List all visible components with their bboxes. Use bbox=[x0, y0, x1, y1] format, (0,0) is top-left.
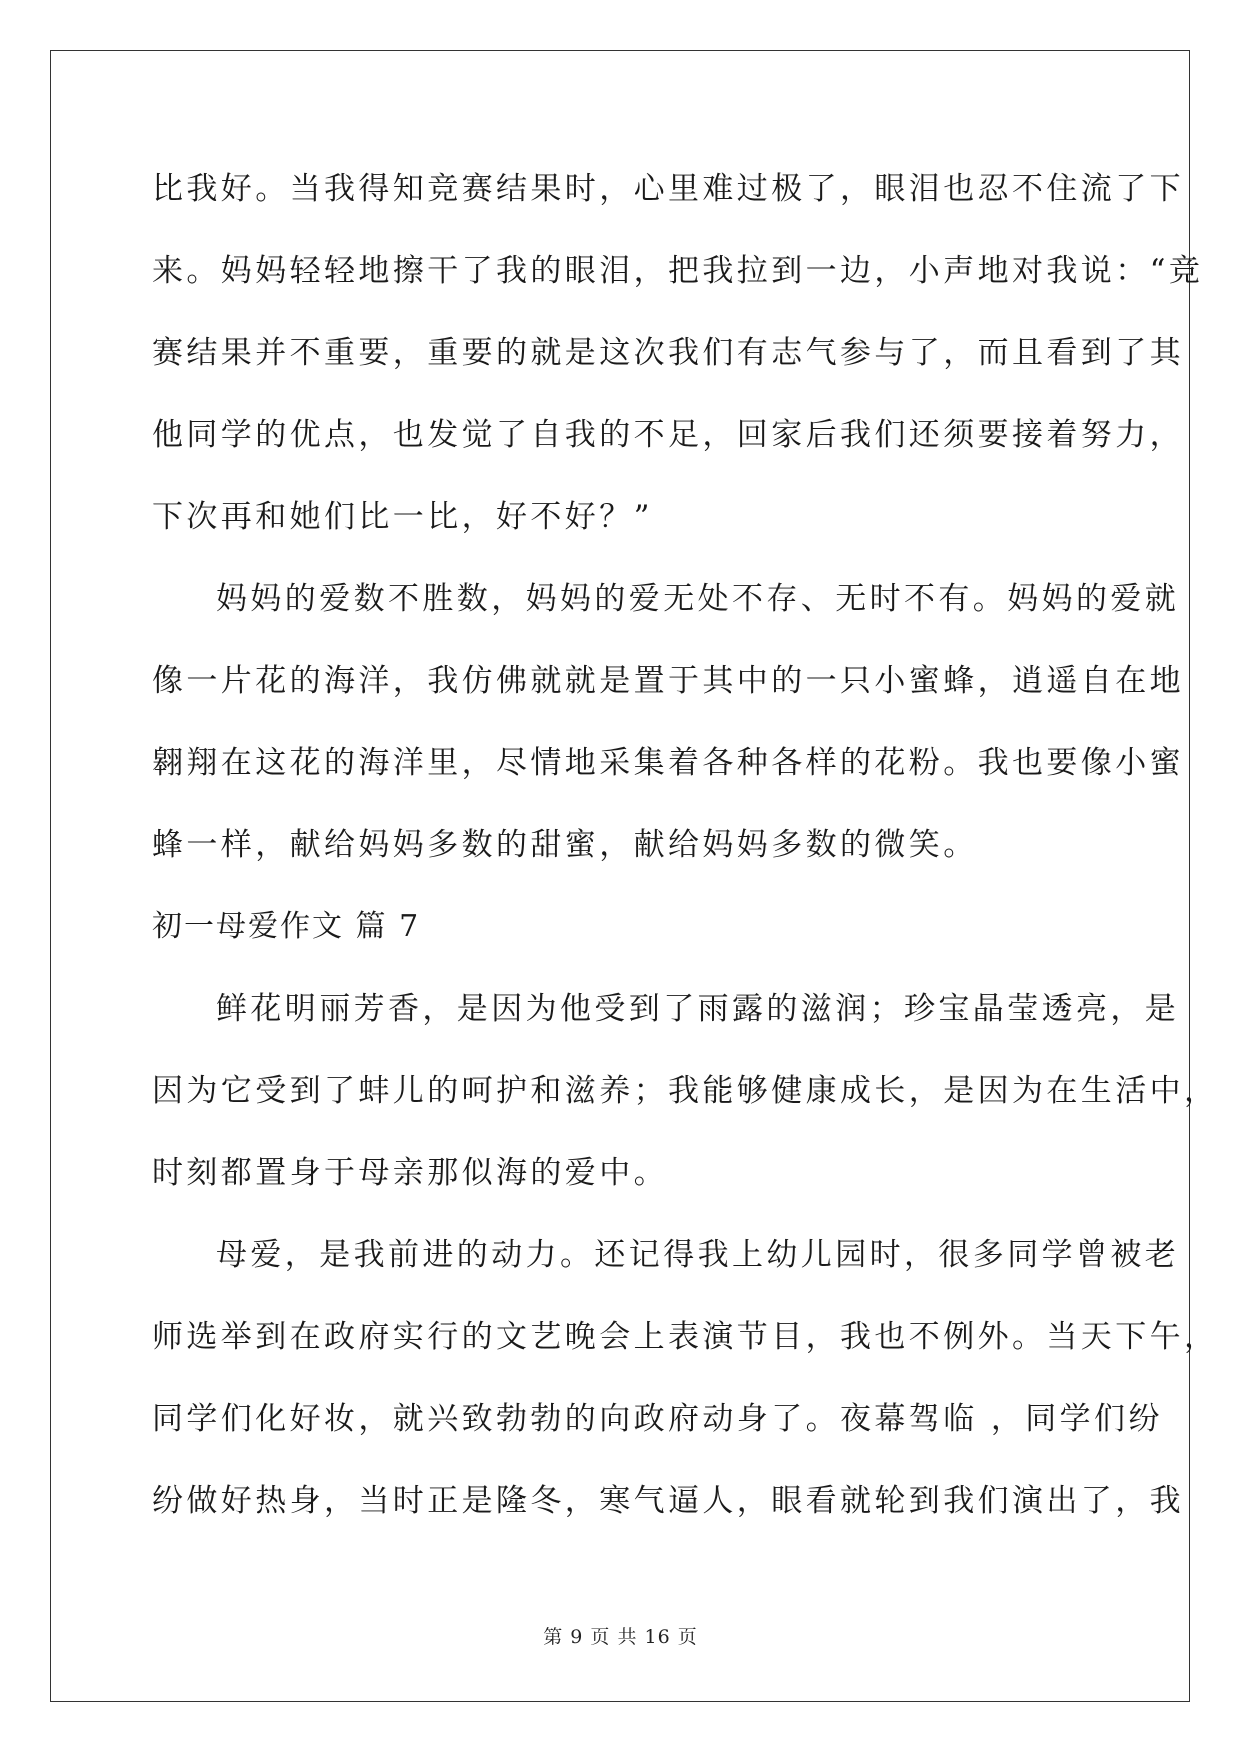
text-line: 因为它受到了蚌儿的呵护和滋养；我能够健康成长，是因为在生活中， bbox=[152, 1073, 1219, 1109]
paragraph-start-line: 母爱，是我前进的动力。还记得我上幼儿园时，很多同学曾被老 bbox=[216, 1237, 1180, 1273]
paragraph-start-line: 妈妈的爱数不胜数，妈妈的爱无处不存、无时不有。妈妈的爱就 bbox=[216, 581, 1180, 617]
text-line: 蜂一样，献给妈妈多数的甜蜜，献给妈妈多数的微笑。 bbox=[152, 827, 978, 863]
text-line: 下次再和她们比一比，好不好？” bbox=[152, 499, 653, 535]
text-line: 同学们化好妆，就兴致勃勃的向政府动身了。夜幕驾临 ，同学们纷 bbox=[152, 1401, 1163, 1437]
text-line: 翱翔在这花的海洋里，尽情地采集着各种各样的花粉。我也要像小蜜 bbox=[152, 745, 1184, 781]
text-line: 来。妈妈轻轻地擦干了我的眼泪，把我拉到一边，小声地对我说：“竞 bbox=[152, 253, 1204, 289]
paragraph-start-line: 鲜花明丽芳香，是因为他受到了雨露的滋润；珍宝晶莹透亮，是 bbox=[216, 991, 1180, 1027]
text-line: 比我好。当我得知竞赛结果时，心里难过极了，眼泪也忍不住流了下 bbox=[152, 171, 1184, 207]
section-heading: 初一母爱作文 篇 7 bbox=[152, 909, 421, 944]
text-line: 纷做好热身，当时正是隆冬，寒气逼人，眼看就轮到我们演出了，我 bbox=[152, 1483, 1184, 1519]
text-line: 像一片花的海洋，我仿佛就就是置于其中的一只小蜜蜂，逍遥自在地 bbox=[152, 663, 1184, 699]
text-line: 时刻都置身于母亲那似海的爱中。 bbox=[152, 1155, 668, 1191]
text-line: 赛结果并不重要，重要的就是这次我们有志气参与了，而且看到了其 bbox=[152, 335, 1184, 371]
page-number-footer: 第 9 页 共 16 页 bbox=[543, 1626, 698, 1648]
text-line: 师选举到在政府实行的文艺晚会上表演节目，我也不例外。当天下午， bbox=[152, 1319, 1219, 1355]
text-line: 他同学的优点，也发觉了自我的不足，回家后我们还须要接着努力， bbox=[152, 417, 1184, 453]
document-body bbox=[152, 160, 1219, 1554]
